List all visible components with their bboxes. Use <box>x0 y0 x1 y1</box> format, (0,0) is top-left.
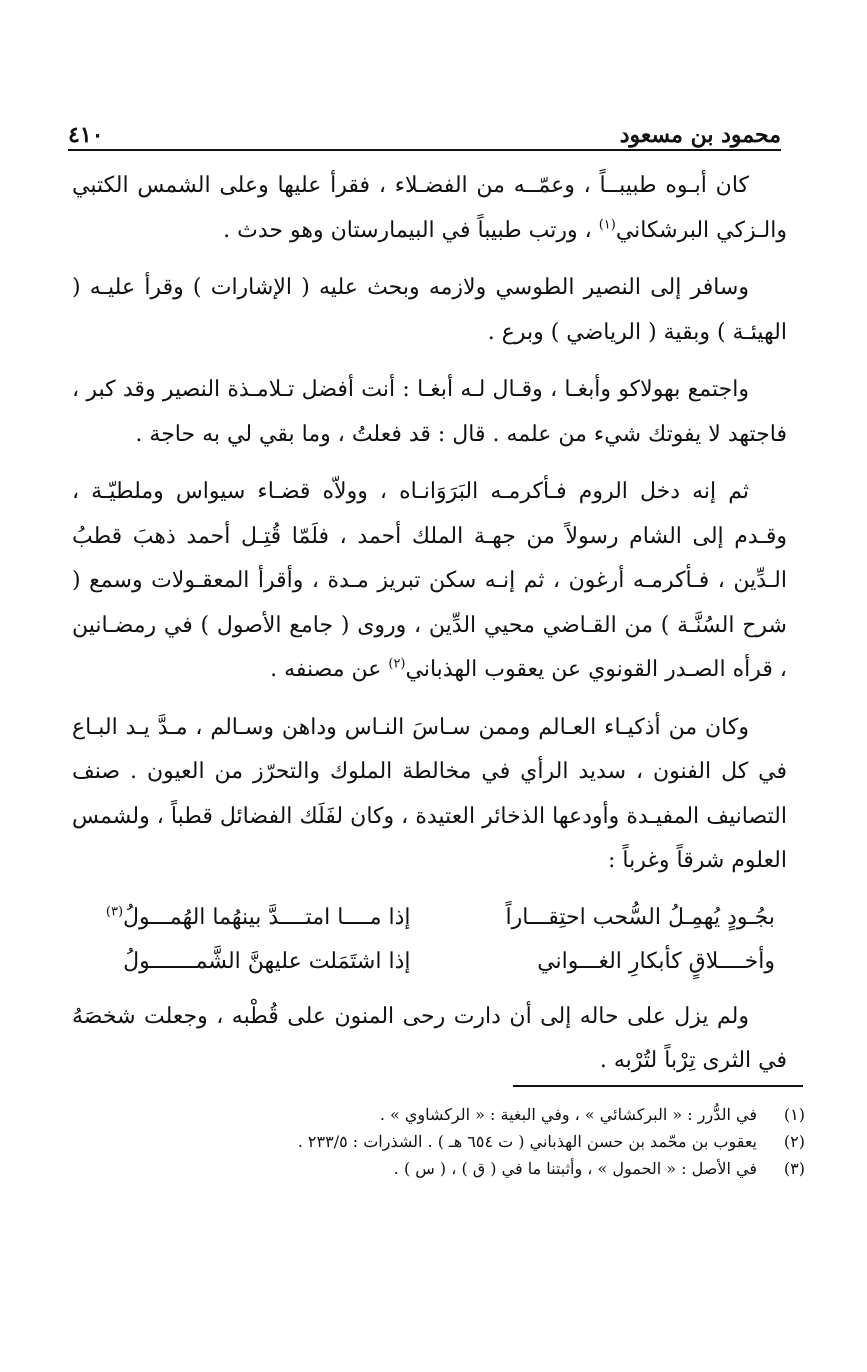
paragraph: وكان من أذكيـاء العـالم وممن سـاسَ النـاس وداهن وسـالم ، مـدَّ يـد البـاع في كل الفنون ، سديد الرأي في مخالطة الملوك والتحرّز من العيون . صنف التصانيف المفيـدة وأودعها الذخائر العتيدة ، وكان لفَلَك الفضائل قطباً ، ولشمس العلوم شرقاً وغرباً : <box>72 714 787 873</box>
verse-first-hemistich: بجُـودٍ يُهمِـلُ السُّحب احتِقـــاراً <box>505 905 775 931</box>
page-number: ٤١٠ <box>68 122 104 148</box>
footnote <box>200 1155 805 1182</box>
paragraph: واجتمع بهولاكو وأبغـا ، وقـال لـه أبغـا : أنت أفضل تـلامـذة النصير وقد كبر ، فاجتهد لا يفوتك شيء من علمه . قال : قد فعلتُ ، وما بقي لي به حاجة . <box>72 377 787 447</box>
footnote-number: (٢) <box>783 1132 805 1151</box>
footnote-mark: (٢) <box>388 656 406 672</box>
footnote-number: (١) <box>783 1105 805 1124</box>
main-text <box>72 164 787 1084</box>
paragraph-text: ، ورتب طبيباً في البيمارستان وهو حدث . <box>223 217 592 243</box>
footnote-text: في الأصل : « الحمول » ، وأثبتنا ما في ( ق ) ، ( س ) . <box>393 1159 757 1178</box>
verse-second-hemistich: إذا اشتَمَلت عليهنَّ الشَّمـــــــولُ <box>123 949 411 975</box>
verse-text: إذا مــــا امتــــدَّ بينهُما الهُمـــولُ <box>123 905 411 931</box>
footnote-rule <box>513 1085 803 1087</box>
paragraph-text: ثم إنه دخل الروم فـأكرمـه البَرَوَانـاه ، وولاّه قضـاء سيواس وملطيّـة ، وقـدم إلى الشام رسولاً من جهـة الملك أحمد ، فلَمّا قُتِـل أحمد ذهبَ قطبُ الـدِّين ، فـأكرمـه أرغون ، ثم إنـه سكن تبريز مـدة ، وأقرأ المعقـولات وسمع ( شرح السُنَّـة ) من القـاضي محيي الدِّين ، وروى ( جامع الأصول ) في رمضـانين ، قرأه الصـدر القونوي عن يعقوب الهذباني <box>72 479 787 682</box>
verse-first-hemistich: وأخــــلاقٍ كأبكارِ الغـــواني <box>537 949 775 975</box>
footnote-text: في الدُّرر : « البركشائي » ، وفي البغية : « الركشاوي » . <box>379 1105 757 1124</box>
verse-line <box>72 897 787 941</box>
footnote <box>200 1101 805 1128</box>
footnote <box>200 1128 805 1155</box>
footnote-mark: (١) <box>598 217 616 233</box>
paragraph <box>72 470 787 693</box>
poem <box>72 897 787 985</box>
page-header <box>68 108 781 148</box>
footnote-mark: (٣) <box>105 904 124 920</box>
footnote-number: (٣) <box>783 1159 805 1178</box>
paragraph-text: عن مصنفه . <box>270 657 382 682</box>
footnote-text: يعقوب بن محّمد بن حسن الهذباني ( ت ٦٥٤ هـ ) . الشذرات : ٢٣٣/٥ . <box>297 1132 757 1151</box>
verse-second-hemistich <box>100 896 411 941</box>
paragraph <box>72 164 787 253</box>
verse-line <box>72 941 787 985</box>
footnotes <box>200 1101 805 1182</box>
header-rule <box>68 149 781 151</box>
running-title: محمود بن مسعود <box>619 122 781 148</box>
paragraph-text: كان أبـوه طبيبــاً ، وعمّــه من الفضـلاء ، فقرأ عليها وعلى الشمس الكتبي والـزكي البرشكاني <box>72 173 787 243</box>
paragraph: ولم يزل على حاله إلى أن دارت رحى المنون على قُطْبه ، وجعلت شخصَهُ في الثرى تِرْباً لتُرْبه . <box>72 1003 787 1073</box>
paragraph: وسافر إلى النصير الطوسي ولازمه وبحث عليه ( الإشارات ) وقرأ عليـه ( الهيئـة ) وبقية ( الرياضي ) وبرع . <box>72 275 787 345</box>
